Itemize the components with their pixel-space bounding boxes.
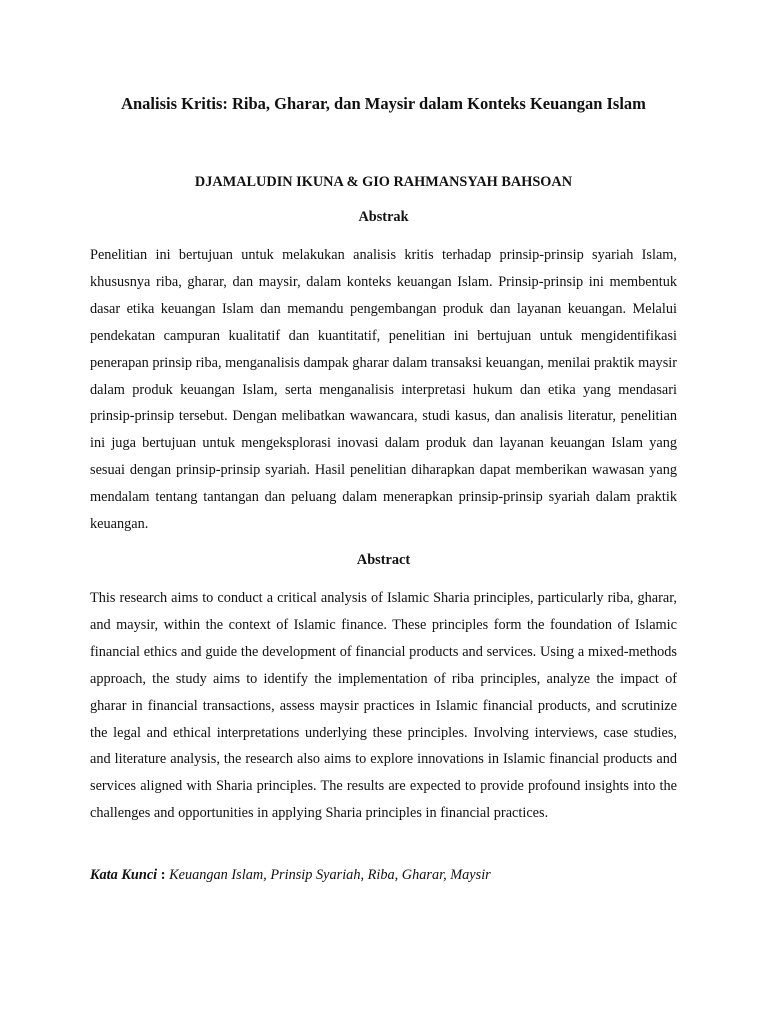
abstrak-heading: Abstrak [358,209,409,225]
abstract-heading: Abstract [356,552,411,568]
keywords-separator: : [157,867,170,883]
keywords-line [90,864,677,886]
abstract-body: This research aims to conduct a critical analysis of Islamic Sharia principles, particularly riba, gharar, and maysir, within the context of Islamic finance. These principles form the foundation of Islamic financial ethics and guide the development of financial products and services. Using a mixed-methods approach, the study aims to identify the implementation of riba principles, analyze the impact of gharar in financial transactions, assess maysir practices in Islamic financial products, and scrutinize the legal and ethical interpretations underlying these principles. Involving interviews, case studies, and literature analysis, the research also aims to explore innovations in Islamic financial products and services aligned with Sharia principles. The results are expected to provide profound insights into the challenges and opportunities in applying Sharia principles in financial practices. [90,590,677,822]
keywords-values: Keuangan Islam, Prinsip Syariah, Riba, Gharar, Maysir [169,867,491,883]
paper-title: Analisis Kritis: Riba, Gharar, dan Maysir dalam Konteks Keuangan Islam [121,94,646,113]
paper-authors: DJAMALUDIN IKUNA & GIO RAHMANSYAH BAHSOAN [194,174,573,190]
abstrak-body: Penelitian ini bertujuan untuk melakukan analisis kritis terhadap prinsip-prinsip syariah Islam, khususnya riba, gharar, dan maysir, dalam konteks keuangan Islam. Prinsip-prinsip ini membentuk dasar etika keuangan Islam dan memandu pengembangan produk dan layanan keuangan. Melalui pendekatan campuran kualitatif dan kuantitatif, penelitian ini bertujuan untuk mengidentifikasi penerapan prinsip riba, menganalisis dampak gharar dalam transaksi keuangan, menilai praktik maysir dalam produk keuangan Islam, serta menganalisis interpretasi hukum dan etika yang mendasari prinsip-prinsip tersebut. Dengan melibatkan wawancara, studi kasus, dan analisis literatur, penelitian ini juga bertujuan untuk mengeksplorasi inovasi dalam produk dan layanan keuangan Islam yang sesuai dengan prinsip-prinsip syariah. Hasil penelitian diharapkan dapat memberikan wawasan yang mendalam tentang tantangan dan peluang dalam menerapkan prinsip-prinsip syariah dalam praktik keuangan. [90,247,677,533]
keywords-label: Kata Kunci [90,867,158,883]
document-page [90,0,677,1024]
